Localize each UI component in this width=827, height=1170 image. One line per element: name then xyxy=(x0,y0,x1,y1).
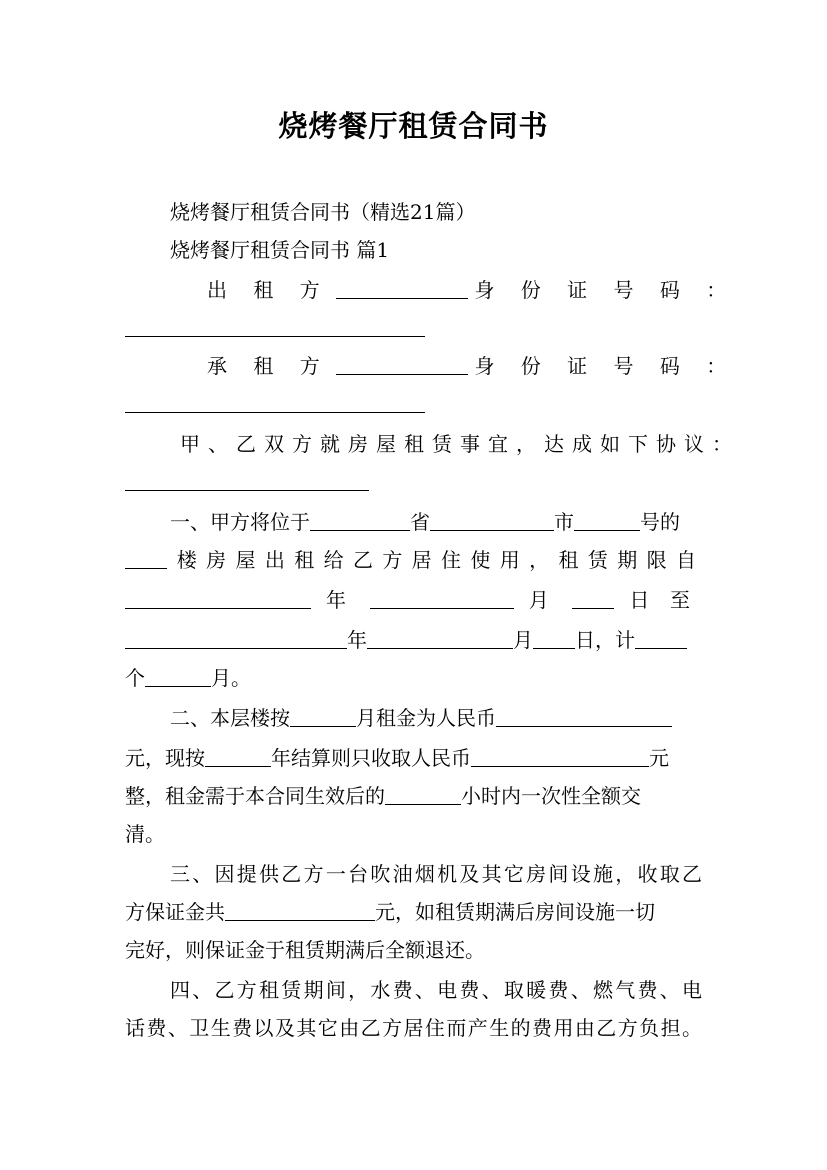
lessee-id-label: 身 份 证 号 码 ： xyxy=(474,354,737,378)
lessor-label: 出 租 方 xyxy=(207,278,330,302)
clause1-line1 xyxy=(125,508,702,536)
deposit-blank xyxy=(225,900,375,921)
clause1-text: 月 xyxy=(513,628,533,652)
clause1-text: 月 xyxy=(528,588,558,612)
clause2-line1 xyxy=(125,704,702,732)
page-title: 烧烤餐厅租赁合同书 xyxy=(278,109,549,143)
clause3-line3: 完好，则保证金于租赁期满后全额退还。 xyxy=(125,938,485,962)
start-month-blank xyxy=(370,588,514,609)
lessee-id-blank xyxy=(125,392,425,413)
start-year-blank xyxy=(125,588,311,609)
intro-blank-line xyxy=(125,468,702,496)
lessor-name-blank xyxy=(336,278,468,299)
subtitle: 烧烤餐厅租赁合同书（精选21篇） xyxy=(170,200,476,224)
hours-blank xyxy=(385,784,461,805)
intro-line: 甲、乙双方就房屋租赁事宜，达成如下协议： xyxy=(180,432,740,456)
clause1-line4 xyxy=(125,626,702,654)
clause1-text: 日至 xyxy=(629,588,703,612)
clause2-text: 月租金为人民币 xyxy=(356,706,496,730)
clause1-text: 号的 xyxy=(640,510,680,534)
floor-unit-blank xyxy=(290,706,356,727)
clause1-line3 xyxy=(125,586,702,614)
end-month-blank xyxy=(367,628,513,649)
monthly-rent-blank xyxy=(496,706,672,727)
lessee-name-blank xyxy=(336,354,468,375)
clause1-text: 年 xyxy=(326,588,355,612)
settle-years-blank xyxy=(205,746,271,767)
clause2-line3 xyxy=(125,782,702,810)
months-blank xyxy=(145,666,211,687)
province-blank xyxy=(310,510,410,531)
lessor-id-label: 身 份 证 号 码 ： xyxy=(474,278,737,302)
section-heading: 烧烤餐厅租赁合同书 篇1 xyxy=(170,238,390,262)
clause4-line1: 四、乙方租赁期间，水费、电费、取暖费、燃气费、电 xyxy=(170,978,702,1002)
clause4-line2: 话费、卫生费以及其它由乙方居住而产生的费用由乙方负担。 xyxy=(125,1016,702,1040)
clause1-text: 月。 xyxy=(211,666,251,690)
city-blank xyxy=(430,510,554,531)
end-year-blank xyxy=(125,628,347,649)
end-day-blank xyxy=(533,628,575,649)
lessee-line xyxy=(125,352,737,380)
lessee-id-line xyxy=(125,390,702,418)
clause2-line2 xyxy=(125,744,702,772)
total-rent-blank xyxy=(471,746,649,767)
clause1-text: 年 xyxy=(347,628,367,652)
clause3-text: 元，如租赁期满后房间设施一切 xyxy=(375,900,655,924)
clause1-line2 xyxy=(125,546,702,574)
start-day-blank xyxy=(572,588,614,609)
clause1-text: 个 xyxy=(125,666,145,690)
clause3-text: 方保证金共 xyxy=(125,900,225,924)
clause2-text: 元 xyxy=(649,746,669,770)
clause2-text: 小时内一次性全额交 xyxy=(461,784,641,808)
clause1-text: 楼房屋出租给乙方居住使用，租赁期限自 xyxy=(176,548,703,572)
clause3-line1: 三、因提供乙方一台吹油烟机及其它房间设施，收取乙 xyxy=(170,862,702,886)
clause1-text: 市 xyxy=(554,510,574,534)
clause1-text: 日，计 xyxy=(575,628,635,652)
clause3-line2 xyxy=(125,898,702,926)
intro-blank xyxy=(125,470,369,491)
floor-blank xyxy=(125,548,167,569)
lessor-id-blank xyxy=(125,316,425,337)
clause2-text: 元，现按 xyxy=(125,746,205,770)
duration-blank xyxy=(635,628,687,649)
clause1-text: 一、甲方将位于 xyxy=(170,510,310,534)
clause2-line4: 清。 xyxy=(125,822,165,846)
clause1-line5 xyxy=(125,664,702,692)
lessee-label: 承 租 方 xyxy=(207,354,330,378)
clause1-text: 省 xyxy=(410,510,430,534)
number-blank xyxy=(574,510,640,531)
clause2-text: 年结算则只收取人民币 xyxy=(271,746,471,770)
clause2-text: 二、本层楼按 xyxy=(170,706,290,730)
lessor-id-line xyxy=(125,314,702,342)
lessor-line xyxy=(125,276,737,304)
clause2-text: 整，租金需于本合同生效后的 xyxy=(125,784,385,808)
